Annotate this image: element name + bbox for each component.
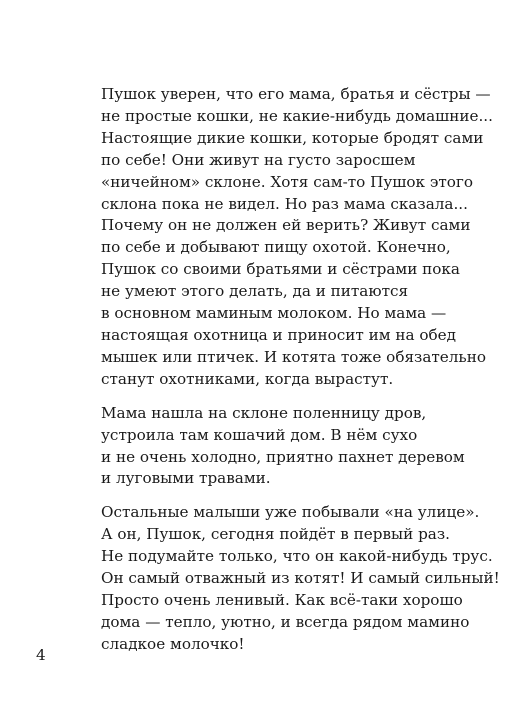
text-line: Он самый отважный из котят! И самый сильный! [101, 569, 500, 588]
paragraph-1 [101, 84, 493, 391]
text-line: не простые кошки, не какие-нибудь домашние... [101, 106, 493, 125]
text-line: склона пока не видел. Но раз мама сказала... [101, 194, 468, 213]
text-line: Остальные малыши уже побывали «на улице». [101, 503, 480, 522]
paragraph-3 [101, 502, 500, 655]
page-body-text [101, 84, 500, 668]
text-line: настоящая охотница и приносит им на обед [101, 325, 456, 344]
text-line: мышек или птичек. И котята тоже обязательно [101, 347, 486, 366]
text-line: дома — тепло, уютно, и всегда рядом мамино [101, 612, 470, 631]
text-line: и не очень холодно, приятно пахнет деревом [101, 447, 465, 466]
text-line: станут охотниками, когда вырастут. [101, 369, 394, 388]
paragraph-2 [101, 403, 481, 491]
text-line: по себе! Они живут на густо заросшем [101, 150, 416, 169]
text-line: устроила там кошачий дом. В нём сухо [101, 425, 418, 444]
text-line: «ничейном» склоне. Хотя сам-то Пушок этого [101, 172, 474, 191]
text-line: Мама нашла на склоне поленницу дров, [101, 403, 427, 422]
text-line: Почему он не должен ей верить? Живут сами [101, 216, 471, 235]
text-line: сладкое молочко! [101, 634, 245, 653]
text-line: в основном маминым молоком. Но мама — [101, 304, 447, 323]
text-line: Пушок уверен, что его мама, братья и сёстры — [101, 85, 491, 103]
page-number: 4 [36, 646, 46, 664]
text-line: Пушок со своими братьями и сёстрами пока [101, 260, 460, 279]
text-line: А он, Пушок, сегодня пойдёт в первый раз. [101, 525, 450, 544]
text-line: и луговыми травами. [101, 469, 271, 488]
text-line: Настоящие дикие кошки, которые бродят сами [101, 128, 484, 147]
text-line: Не подумайте только, что он какой-нибудь трус. [101, 547, 493, 566]
text-line: не умеют этого делать, да и питаются [101, 282, 409, 301]
text-line: Просто очень ленивый. Как всё-таки хорошо [101, 590, 463, 609]
text-line: по себе и добывают пищу охотой. Конечно, [101, 238, 451, 257]
